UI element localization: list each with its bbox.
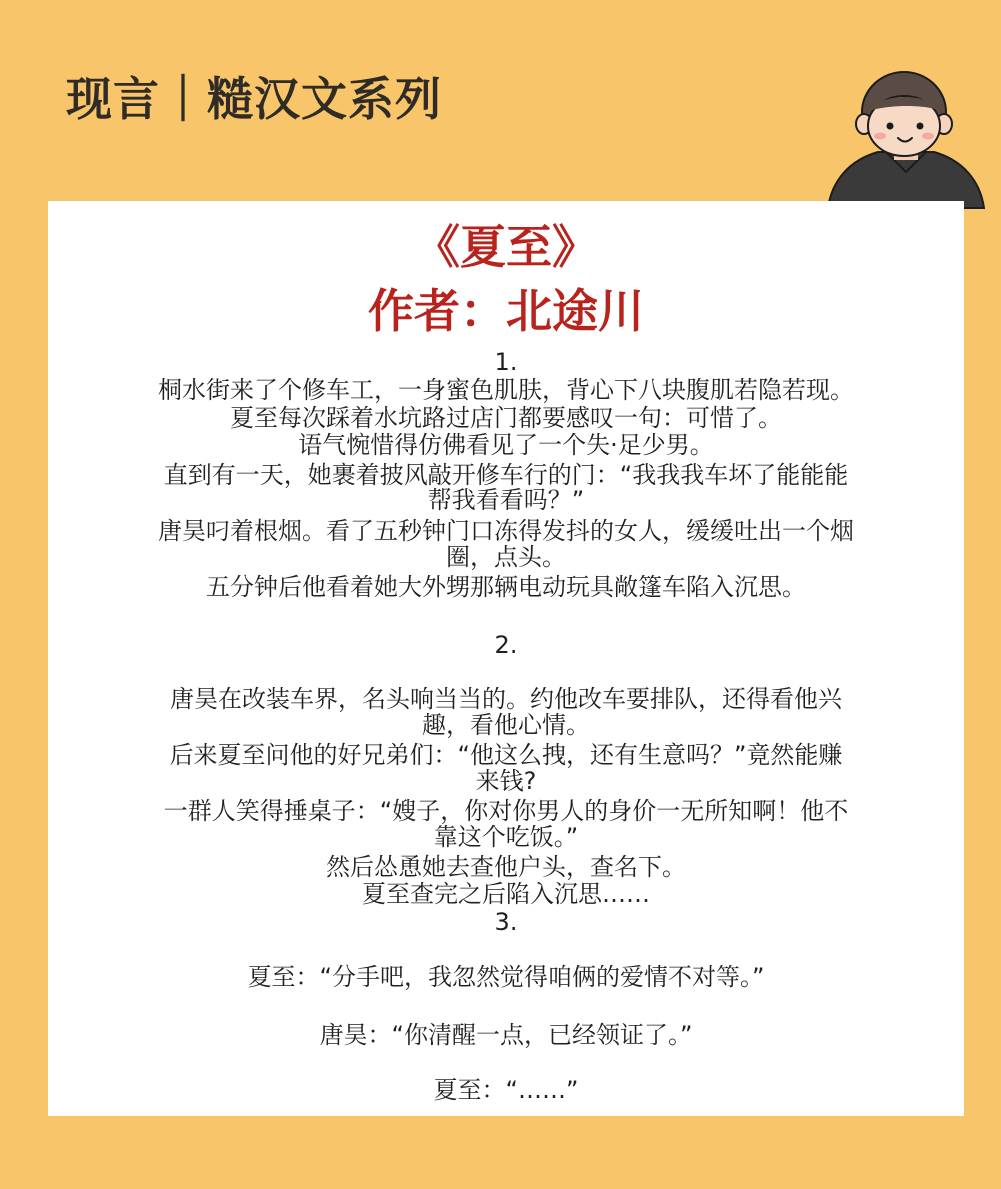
section-number: 3. [494,908,518,936]
book-title: 《夏至》 [414,220,598,274]
paragraph-line: 夏至每次踩着水坑路过店门都要感叹一句：可惜了。 [230,404,782,432]
paragraph-line: 唐昊：“你清醒一点，已经领证了。” [319,1021,693,1049]
section-number: 2. [494,631,518,659]
paragraph-line: 后来夏至问他的好兄弟们：“他这么拽，还有生意吗？”竟然能赚 [169,741,843,769]
paragraph-line: 夏至查完之后陷入沉思…… [362,880,650,908]
paragraph-line: 五分钟后他看着她大外甥那辆电动玩具敞篷车陷入沉思。 [206,573,806,601]
paragraph-line: 来钱? [475,767,537,795]
paragraph-line: 帮我看看吗？” [427,486,585,514]
boy-avatar-icon [826,68,986,213]
paragraph-line: 唐昊在改装车界，名头响当当的。约他改车要排队，还得看他兴 [170,685,842,713]
paragraph-line: 一群人笑得捶桌子：“嫂子，你对你男人的身价一无所知啊！他不 [163,797,849,825]
paragraph-line: 语气惋惜得仿佛看见了一个失·足少男。 [298,431,714,459]
paragraph-line: 直到有一天，她裹着披风敲开修车行的门：“我我我车坏了能能能 [163,461,849,489]
paragraph-line: 桐水街来了个修车工，一身蜜色肌肤，背心下八块腹肌若隐若现。 [158,376,854,404]
section-number: 1. [494,348,518,376]
story-card [48,201,964,1116]
page-title: 现言｜糙汉文系列 [66,72,442,126]
paragraph-line: 趣，看他心情。 [422,711,590,739]
paragraph-line: 然后怂恿她去查他户头，查名下。 [326,853,686,881]
paragraph-line: 圈，点头。 [446,543,566,571]
paragraph-line: 夏至：“分手吧，我忽然觉得咱俩的爱情不对等。” [247,963,765,991]
book-author: 作者：北途川 [368,284,644,338]
paragraph-line: 夏至：“……” [433,1076,579,1104]
paragraph-line: 靠这个吃饭。” [433,823,579,851]
paragraph-line: 唐昊叼着根烟。看了五秒钟门口冻得发抖的女人，缓缓吐出一个烟 [158,517,854,545]
